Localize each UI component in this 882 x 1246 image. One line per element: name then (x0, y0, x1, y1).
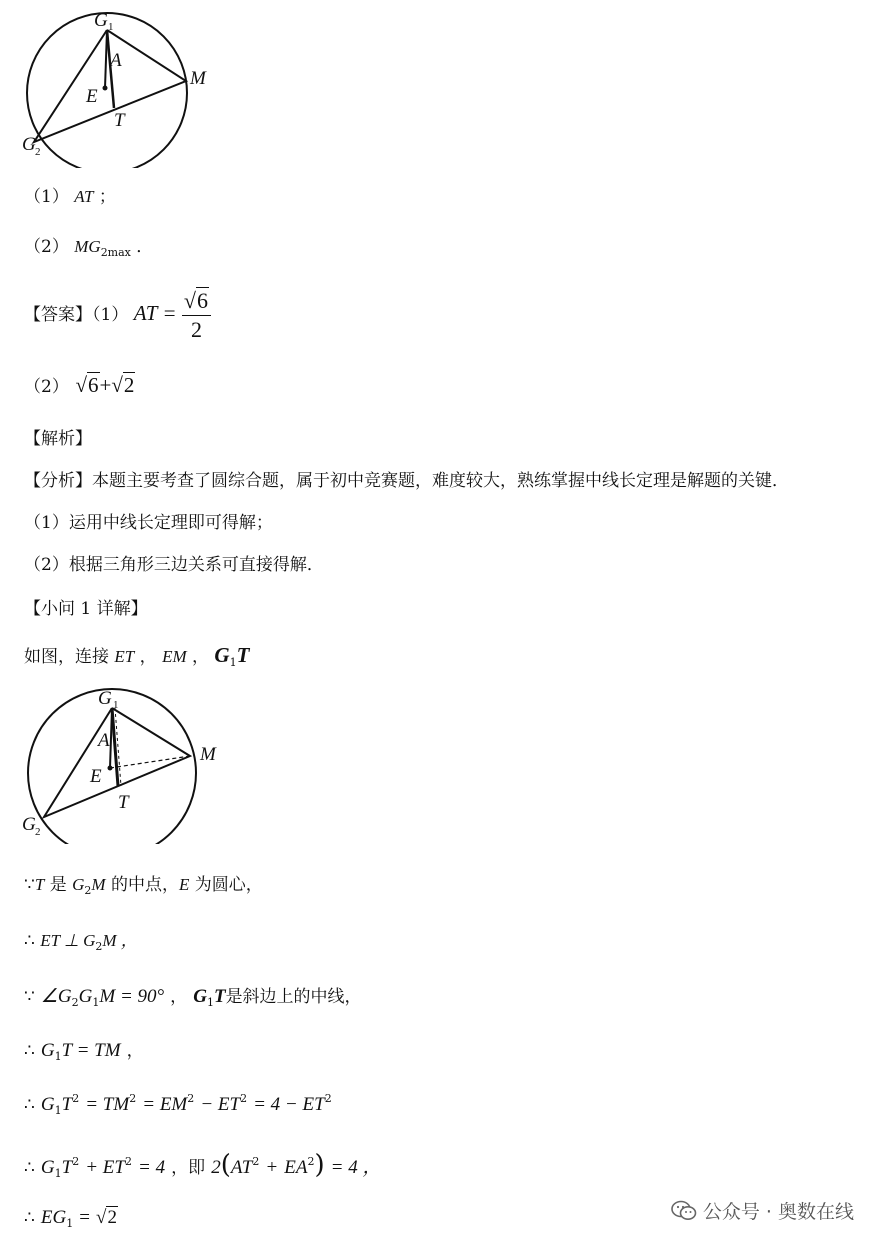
connect-g-sub: 1 (229, 656, 237, 669)
connect-t: T (236, 643, 250, 667)
label-a: A (110, 50, 122, 71)
step6-rparen: ) (314, 1150, 325, 1180)
step1-e: E (178, 875, 190, 894)
step7-eg: EG (40, 1207, 67, 1228)
step6-ie: ，即 (171, 1158, 206, 1178)
step6-t: T (61, 1157, 73, 1178)
fig2-label-g2-sub: 2 (35, 826, 41, 838)
question-1 (24, 182, 116, 207)
answer-denominator: 2 (190, 317, 202, 342)
fig2-label-m: M (200, 744, 216, 765)
label-g1: G (94, 10, 108, 31)
step6-e: E (284, 1157, 296, 1178)
label-g2-sub: 2 (35, 146, 41, 158)
step5-em: = EM (142, 1094, 188, 1115)
fig2-label-a: A (98, 730, 110, 751)
step4-therefore: ∴ (24, 1041, 35, 1061)
step6-sq-2: 2 (124, 1155, 132, 1168)
connect-g: G (214, 643, 230, 667)
step6-two: 2 (211, 1157, 221, 1178)
fig2-label-e: E (90, 766, 102, 787)
step1-midpoint: 的中点， (110, 875, 179, 895)
step6-sub: 1 (54, 1167, 62, 1180)
step-2 (24, 926, 138, 953)
watermark-text: 公众号 · 奥数在线 (702, 1201, 854, 1223)
step1-g: G (72, 875, 85, 894)
answer-p1: （1） (92, 305, 129, 325)
q2-tail: ． (136, 237, 154, 257)
step3-g1-sub: 1 (206, 996, 214, 1009)
step6-therefore: ∴ (24, 1158, 35, 1178)
fig2-label-t: T (118, 792, 129, 813)
watermark (671, 1197, 854, 1224)
step7-sub: 1 (66, 1217, 74, 1230)
step4-sub: 1 (54, 1050, 62, 1063)
step3-because: ∵ (24, 987, 35, 1007)
step-3 (24, 982, 362, 1009)
step5-result: = 4 − ET (253, 1094, 325, 1115)
step5-et: − ET (200, 1094, 241, 1115)
step-1 (24, 870, 263, 897)
step4-g: G (40, 1040, 55, 1061)
step5-sq-2: 2 (129, 1092, 137, 1105)
step3-angle: ∠G (40, 986, 72, 1007)
step1-center: 为圆心， (194, 875, 263, 895)
step5-sq-4: 2 (240, 1092, 248, 1105)
connect-em: EM (162, 647, 187, 666)
label-e: E (86, 86, 98, 107)
answer-lhs: AT = (133, 301, 177, 325)
label-m: M (190, 68, 206, 89)
step5-therefore: ∴ (24, 1095, 35, 1115)
step6-at: AT (230, 1157, 253, 1178)
step-7: ∴ $EG_1 = √2$ (24, 1207, 117, 1230)
step-6 (24, 1150, 382, 1180)
analysis-step-2: （2）根据三角形三边关系可直接得解． (24, 555, 324, 575)
circle-figure-2 (14, 684, 224, 844)
step5-sq-1: 2 (72, 1092, 80, 1105)
q1-number: （1） (24, 187, 69, 207)
analysis-summary: 【分析】本题主要考查了圆综合题，属于初中竞赛题，难度较大，熟练掌握中线长定理是解题的关键． (24, 471, 789, 491)
step6-g: G (40, 1157, 55, 1178)
step4-expr: T = TM (61, 1040, 121, 1061)
question-2 (24, 232, 153, 259)
answer-part-2: （2） √6+√2 (24, 373, 135, 397)
step1-t: T (34, 875, 45, 894)
analysis-step-1: （1）运用中线长定理即可得解； (24, 513, 273, 533)
q1-expr: AT (74, 187, 94, 206)
step3-t: T (213, 986, 226, 1007)
step3-comma: ， (170, 987, 188, 1007)
step1-m: M (91, 875, 106, 894)
step-5 (24, 1092, 332, 1117)
step3-median: 是斜边上的中线， (225, 987, 362, 1007)
answer-root-2: 2 (123, 373, 135, 397)
step-4 (24, 1036, 144, 1063)
step6-result: = 4 ， (330, 1157, 382, 1178)
connect-et: ET (114, 647, 135, 666)
step2-expr-a: ET ⊥ G (40, 931, 96, 950)
step1-is: 是 (49, 875, 67, 895)
step3-sub-1: 1 (92, 996, 100, 1009)
step2-therefore: ∴ (24, 931, 35, 951)
answer-fraction: $\frac{√6}{2}$ (182, 288, 211, 343)
step5-t: T (61, 1094, 73, 1115)
answer-p2: （2） (24, 377, 69, 397)
step3-value: M = 90° (99, 986, 165, 1007)
label-g2: G (22, 134, 36, 155)
step3-g1: G (193, 986, 207, 1007)
step3-sub-2: 2 (71, 996, 79, 1009)
step3-g: G (78, 986, 93, 1007)
wechat-icon (671, 1200, 697, 1222)
step6-lparen: ( (220, 1150, 231, 1180)
circle-figure-1 (14, 8, 214, 168)
sub-question-tag: 【小问 1 详解】 (24, 599, 148, 619)
analysis-tag: 【解析】 (24, 429, 92, 449)
step6-et: + ET (85, 1157, 125, 1178)
answer-root-1: 6 (88, 373, 99, 397)
step7-root: 2 (107, 1207, 117, 1228)
step6-sq-3: 2 (252, 1155, 260, 1168)
step2-sub: 2 (95, 940, 103, 953)
fig2-label-g1: G (98, 688, 112, 709)
step4-comma: ， (126, 1041, 144, 1061)
step6-a: A (295, 1157, 308, 1178)
step1-g-sub: 2 (84, 884, 92, 897)
q2-expr: MG (74, 237, 101, 256)
answer-plus: + (99, 373, 112, 397)
q1-tail: ； (98, 187, 116, 207)
step1-because: ∵ (24, 875, 35, 895)
connect-line (24, 642, 249, 669)
answer-numerator: 6 (197, 288, 208, 313)
step5-g: G (40, 1094, 55, 1115)
label-g1-sub: 1 (108, 21, 114, 33)
step7-therefore: ∴ (24, 1208, 35, 1228)
q2-number: （2） (24, 237, 69, 257)
step5-sub: 1 (54, 1104, 62, 1117)
connect-sep-2: ， (192, 647, 210, 667)
step5-sq-3: 2 (187, 1092, 195, 1105)
step2-expr-b: M ， (102, 931, 138, 950)
label-t: T (114, 110, 125, 131)
step6-eq: = 4 (138, 1157, 166, 1178)
answer-part-1 (24, 288, 211, 343)
step7-eq: = (79, 1207, 90, 1228)
q2-sub: 2max (100, 246, 131, 259)
step6-sq-1: 2 (72, 1155, 80, 1168)
step5-sq-5: 2 (324, 1092, 332, 1105)
step6-sq-4: 2 (307, 1155, 315, 1168)
answer-tag: 【答案】 (24, 305, 92, 325)
step6-plus: + (265, 1157, 279, 1178)
connect-sep-1: ， (139, 647, 157, 667)
fig2-label-g2: G (22, 814, 36, 835)
fig2-label-g1-sub: 1 (113, 699, 119, 711)
step5-tm: = TM (85, 1094, 130, 1115)
connect-text: 如图，连接 (24, 647, 109, 667)
